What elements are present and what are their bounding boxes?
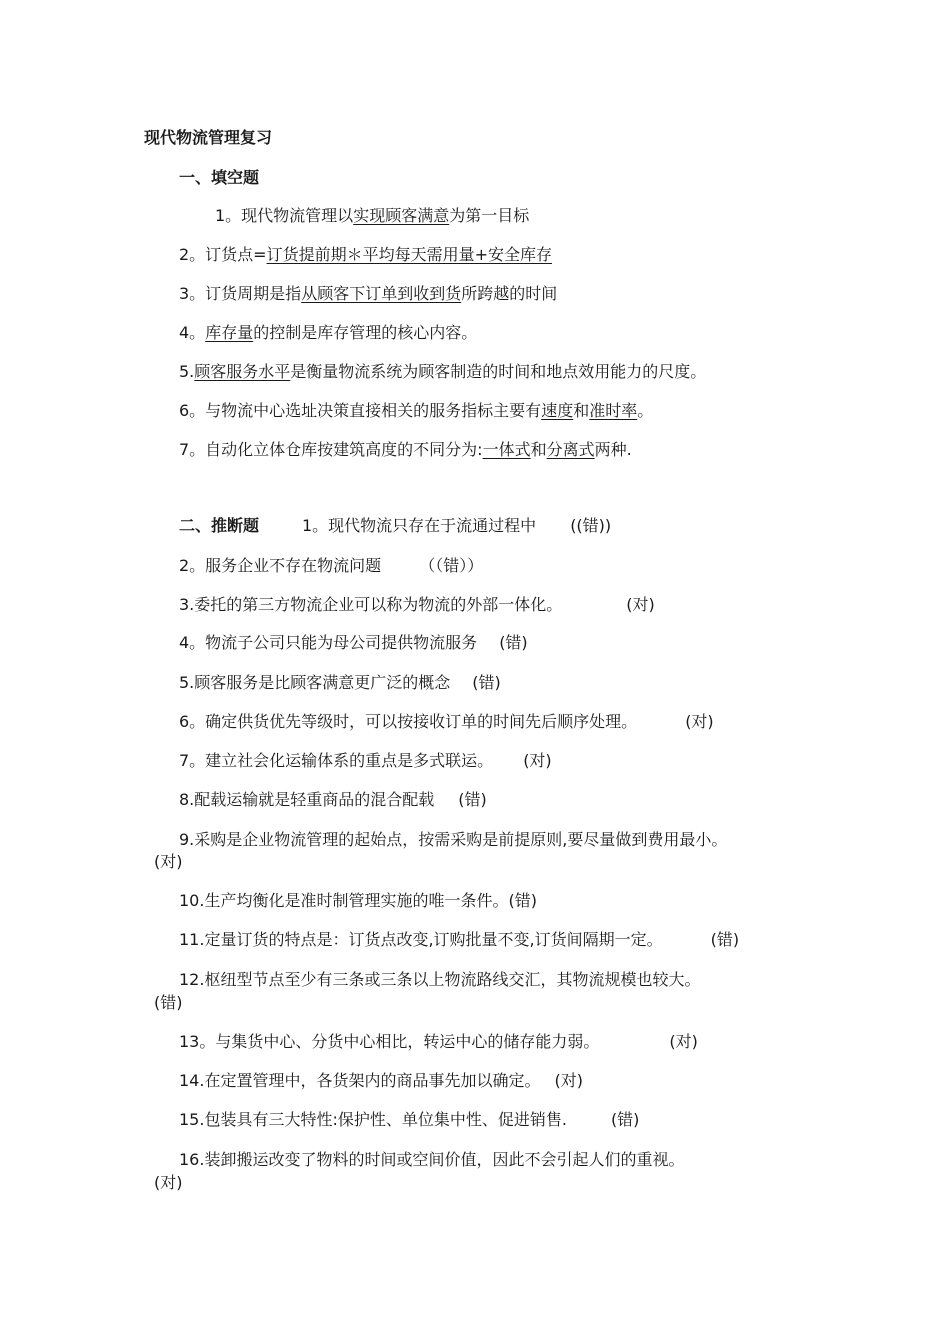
item-text: 13。与集货中心、分货中心相比，转运中心的储存能力弱。 bbox=[179, 1032, 600, 1051]
item-text: 12.枢纽型节点至少有三条或三条以上物流路线交汇，其物流规模也较大。 bbox=[179, 970, 701, 989]
item-text: 14.在定置管理中，各货架内的商品事先加以确定。 bbox=[179, 1071, 541, 1090]
item-text: 5.顾客服务是比顾客满意更广泛的概念 bbox=[179, 673, 451, 692]
item-answer: 一体式 bbox=[482, 440, 531, 459]
item-verdict: (对) bbox=[626, 595, 655, 614]
item-text: 两种. bbox=[594, 440, 632, 459]
fill-in-item bbox=[179, 322, 477, 344]
judgement-item bbox=[179, 672, 501, 694]
item-verdict: (对) bbox=[685, 712, 714, 731]
item-text: 5. bbox=[179, 362, 195, 381]
item-verdict: (错) bbox=[610, 1110, 640, 1129]
item-verdict: (错) bbox=[154, 993, 183, 1012]
item-answer: 速度 bbox=[541, 401, 574, 420]
judgement-item bbox=[179, 890, 537, 912]
item-verdict: (错) bbox=[499, 633, 528, 652]
item-text: 1。现代物流只存在于流通过程中 bbox=[302, 516, 537, 535]
item-verdict: （（错）） bbox=[419, 556, 484, 575]
item-verdict: (对) bbox=[523, 751, 552, 770]
item-text: 是衡量物流系统为顾客制造的时间和地点效用能力的尺度。 bbox=[290, 362, 707, 381]
judgement-item bbox=[179, 829, 727, 851]
item-text: 9.采购是企业物流管理的起始点，按需采购是前提原则,要尽量做到费用最小。 bbox=[179, 830, 728, 849]
item-answer: 库存量 bbox=[205, 323, 254, 342]
judgement-item bbox=[179, 1031, 698, 1053]
item-text: 10.生产均衡化是准时制管理实施的唯一条件。(错) bbox=[179, 891, 537, 910]
item-text: 8.配载运输就是轻重商品的混合配载 bbox=[179, 790, 435, 809]
judgement-item bbox=[179, 929, 739, 951]
item-verdict: (对) bbox=[669, 1032, 698, 1051]
judgement-item bbox=[179, 1070, 583, 1092]
document-title: 现代物流管理复习 bbox=[144, 128, 273, 147]
section-heading-fill-in: 一、填空题 bbox=[179, 168, 260, 187]
fill-in-item bbox=[179, 439, 632, 461]
fill-in-item bbox=[179, 361, 706, 383]
item-text: 2。订货点= bbox=[179, 245, 267, 264]
item-answer: 从顾客下订单到收到货 bbox=[301, 284, 462, 303]
item-text: 。 bbox=[637, 401, 654, 420]
judgement-item bbox=[179, 711, 714, 733]
fill-in-item bbox=[179, 244, 552, 266]
item-verdict: ((错)) bbox=[570, 516, 612, 535]
item-text: 11.定量订货的特点是：订货点改变,订购批量不变,订货间隔期一定。 bbox=[179, 930, 663, 949]
item-text: 16.装卸搬运改变了物料的时间或空间价值，因此不会引起人们的重视。 bbox=[179, 1150, 685, 1169]
judgement-item bbox=[179, 555, 483, 577]
item-text: 4。 bbox=[179, 323, 206, 342]
judgement-item bbox=[302, 515, 611, 537]
judgement-item bbox=[179, 1109, 639, 1131]
item-text: 4。物流子公司只能为母公司提供物流服务 bbox=[179, 633, 478, 652]
fill-in-item bbox=[179, 400, 653, 422]
fill-in-item bbox=[215, 205, 529, 227]
item-text: 所跨越的时间 bbox=[461, 284, 558, 303]
judgement-item bbox=[179, 594, 655, 616]
item-text: 6。与物流中心选址决策直接相关的服务指标主要有 bbox=[179, 401, 542, 420]
item-text: 15.包装具有三大特性:保护性、单位集中性、促进销售. bbox=[179, 1110, 567, 1129]
item-verdict: (错) bbox=[710, 930, 740, 949]
section-heading-judgement: 二、推断题 bbox=[179, 516, 260, 535]
item-text: 3.委托的第三方物流企业可以称为物流的外部一体化。 bbox=[179, 595, 563, 614]
item-text: 3。订货周期是指 bbox=[179, 284, 302, 303]
item-verdict: (错) bbox=[458, 790, 487, 809]
item-text: 为第一目标 bbox=[449, 206, 530, 225]
judgement-item bbox=[179, 1149, 684, 1171]
item-answer: 订货提前期＊平均每天需用量+安全库存 bbox=[266, 245, 553, 264]
item-text: 和 bbox=[530, 440, 547, 459]
judgement-item bbox=[179, 632, 528, 654]
item-text: 和 bbox=[573, 401, 590, 420]
item-text: 7。自动化立体仓库按建筑高度的不同分为: bbox=[179, 440, 483, 459]
item-text: 7。建立社会化运输体系的重点是多式联运。 bbox=[179, 751, 494, 770]
judgement-item bbox=[179, 969, 700, 991]
judgement-item bbox=[179, 750, 552, 772]
item-answer: 分离式 bbox=[546, 440, 595, 459]
item-verdict: (对) bbox=[554, 1071, 583, 1090]
item-answer: 顾客服务水平 bbox=[194, 362, 291, 381]
item-answer: 准时率 bbox=[589, 401, 638, 420]
item-text: 2。服务企业不存在物流问题 bbox=[179, 556, 382, 575]
item-verdict: (对) bbox=[154, 852, 183, 871]
judgement-item bbox=[179, 789, 487, 811]
item-verdict: (错) bbox=[472, 673, 501, 692]
item-text: 的控制是库存管理的核心内容。 bbox=[253, 323, 478, 342]
item-text: 6。确定供货优先等级时，可以按接收订单的时间先后顺序处理。 bbox=[179, 712, 638, 731]
item-answer: 实现顾客满意 bbox=[353, 206, 450, 225]
item-verdict: (对) bbox=[154, 1173, 183, 1192]
fill-in-item bbox=[179, 283, 557, 305]
item-text: 1。现代物流管理以 bbox=[215, 206, 354, 225]
